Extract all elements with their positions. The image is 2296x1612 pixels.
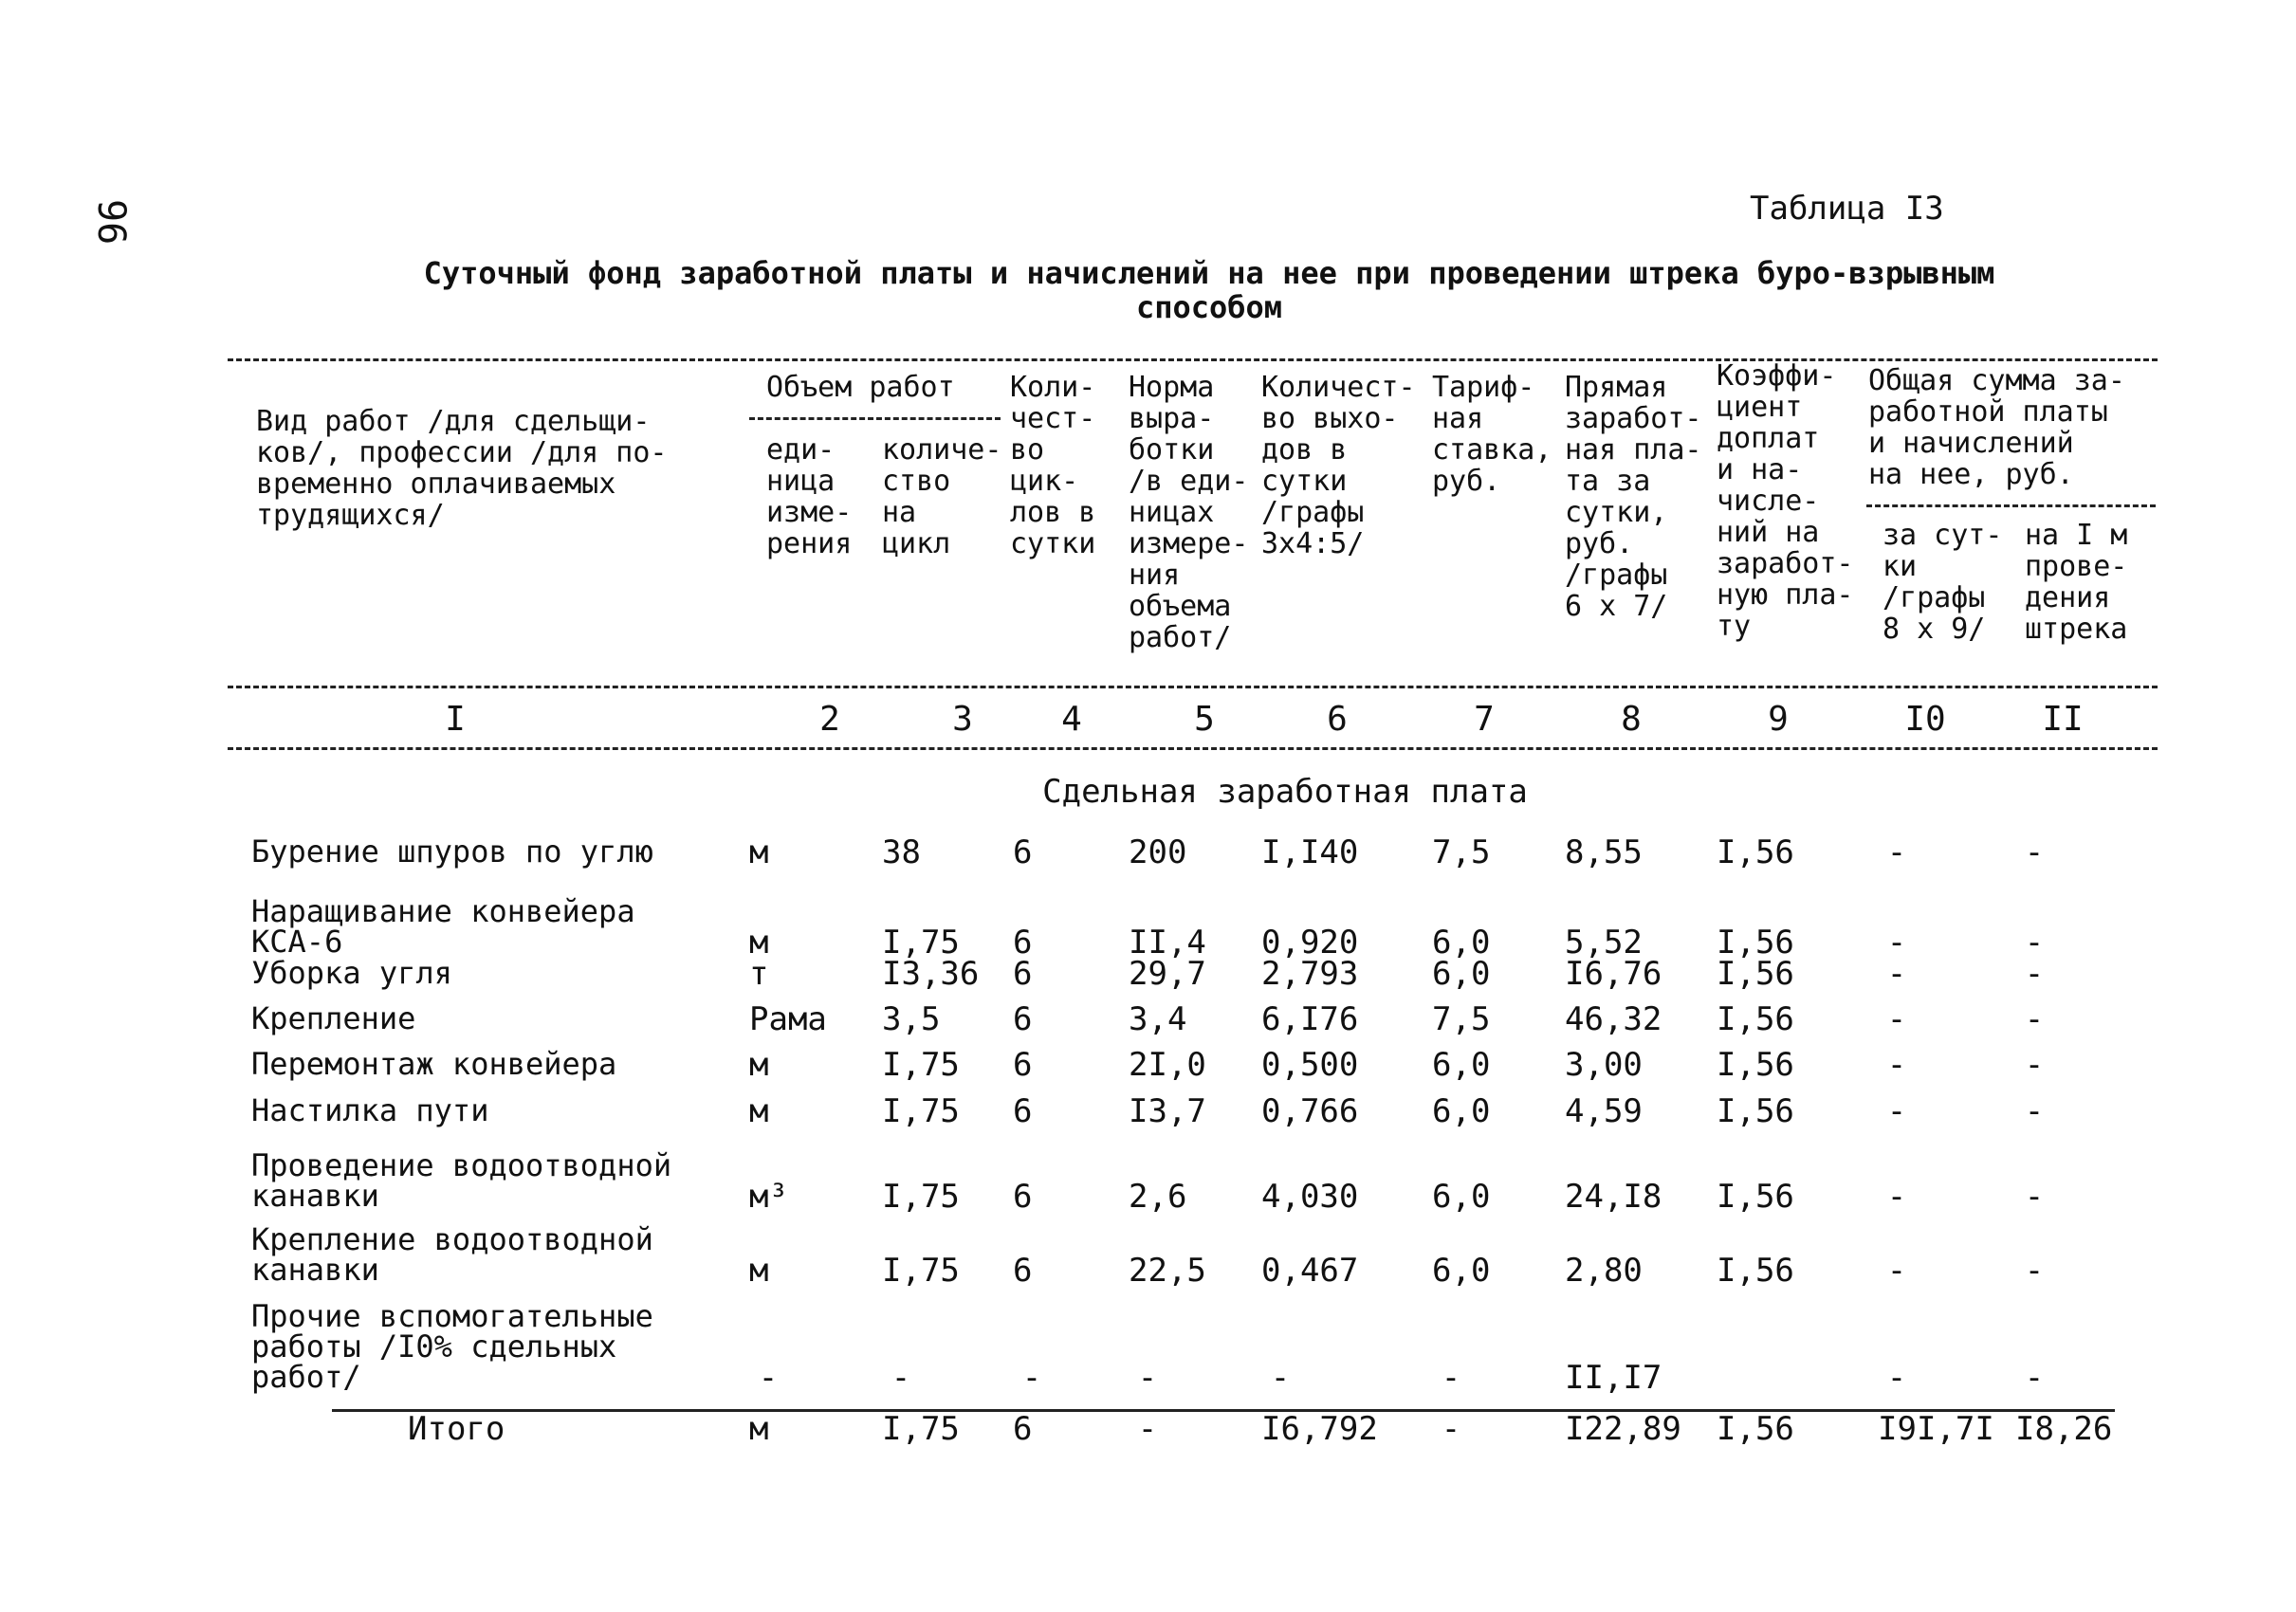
- header-col-work-type: Вид работ /для сдельщи- ков/, профессии /для по- временно оплачиваемых трудящихся/: [256, 405, 668, 532]
- cell-pay: I22,89: [1565, 1410, 1681, 1448]
- row-name: Уборка угля: [251, 955, 452, 991]
- cell-shifts: 4,030: [1261, 1178, 1359, 1216]
- cell-coef: I,56: [1717, 955, 1794, 993]
- cell-unit: -: [758, 1359, 779, 1397]
- cell-coef: I,56: [1717, 833, 1794, 871]
- cell-unit: м³: [749, 1178, 788, 1216]
- cell-shifts: 0,467: [1261, 1252, 1359, 1290]
- cell-norm: 22,5: [1129, 1252, 1206, 1290]
- cell-cycles: 6: [1013, 1410, 1033, 1448]
- cell-unit: Рама: [749, 1000, 827, 1038]
- header-bottom-rule: [228, 686, 2158, 688]
- cell-norm: 2I,0: [1129, 1046, 1206, 1084]
- page-number: 96: [89, 199, 133, 246]
- cell-meter: -: [2024, 1178, 2045, 1216]
- cell-pay: 5,52: [1565, 924, 1643, 962]
- column-number: 6: [1327, 700, 1348, 739]
- column-number: 7: [1474, 700, 1495, 739]
- cell-meter: -: [2024, 1046, 2045, 1084]
- column-number: I: [445, 700, 466, 739]
- cell-coef: I,56: [1717, 1046, 1794, 1084]
- cell-meter: -: [2024, 955, 2045, 993]
- cell-meter: I8,26: [2015, 1410, 2113, 1448]
- row-name: Прочие вспомогательные работы /I0% сдельных работ/: [251, 1298, 653, 1395]
- cell-cycles: 6: [1013, 1092, 1033, 1130]
- cell-cycles: 6: [1013, 1046, 1033, 1084]
- cell-unit: м: [749, 1092, 769, 1130]
- cell-coef: I,56: [1717, 1092, 1794, 1130]
- cell-day: -: [1886, 833, 1907, 871]
- cell-pay: 24,I8: [1565, 1178, 1662, 1216]
- cell-day: -: [1886, 1000, 1907, 1038]
- column-numbers-rule: [228, 747, 2158, 750]
- cell-unit: м: [749, 833, 769, 871]
- cell-cycles: 6: [1013, 924, 1033, 962]
- row-name: Перемонтаж конвейера: [251, 1046, 617, 1082]
- cell-day: -: [1886, 1178, 1907, 1216]
- cell-unit: м: [749, 924, 769, 962]
- cell-qty: I,75: [882, 1178, 960, 1216]
- cell-norm: 3,4: [1129, 1000, 1187, 1038]
- column-number: 3: [952, 700, 973, 739]
- cell-pay: 46,32: [1565, 1000, 1662, 1038]
- cell-pay: 3,00: [1565, 1046, 1643, 1084]
- cell-qty: -: [891, 1359, 911, 1397]
- cell-coef: I,56: [1717, 1000, 1794, 1038]
- cell-pay: 2,80: [1565, 1252, 1643, 1290]
- cell-qty: I,75: [882, 1046, 960, 1084]
- cell-cycles: 6: [1013, 1178, 1033, 1216]
- header-per-meter: на I м прове- дения штрека: [2025, 519, 2128, 646]
- cell-shifts: 0,920: [1261, 924, 1359, 962]
- cell-unit: м: [749, 1046, 769, 1084]
- header-volume-divider: [749, 417, 1001, 420]
- cell-day: -: [1886, 924, 1907, 962]
- column-number: I0: [1904, 700, 1946, 739]
- cell-qty: I3,36: [882, 955, 980, 993]
- row-name: Проведение водоотводной канавки: [251, 1147, 672, 1214]
- cell-rate: -: [1441, 1410, 1461, 1448]
- cell-unit: м: [749, 1252, 769, 1290]
- cell-day: -: [1886, 1359, 1907, 1397]
- cell-day: I9I,7I: [1878, 1410, 1994, 1448]
- column-number: 8: [1621, 700, 1642, 739]
- cell-cycles: 6: [1013, 1252, 1033, 1290]
- header-rate: Тариф- ная ставка, руб.: [1432, 371, 1552, 498]
- cell-rate: 6,0: [1432, 955, 1491, 993]
- cell-coef: I,56: [1717, 1410, 1794, 1448]
- header-unit: еди- ница изме- рения: [766, 433, 853, 560]
- row-name: Наращивание конвейера КСА-6: [251, 893, 635, 960]
- cell-pay: 4,59: [1565, 1092, 1643, 1130]
- header-per-day: за сут- ки /графы 8 х 9/: [1883, 519, 2003, 646]
- cell-day: -: [1886, 1092, 1907, 1130]
- header-group-volume: Объем работ: [766, 371, 955, 404]
- cell-shifts: 0,766: [1261, 1092, 1359, 1130]
- cell-rate: -: [1441, 1359, 1461, 1397]
- cell-rate: 6,0: [1432, 924, 1491, 962]
- cell-shifts: 0,500: [1261, 1046, 1359, 1084]
- cell-rate: 6,0: [1432, 1178, 1491, 1216]
- cell-shifts: 2,793: [1261, 955, 1359, 993]
- cell-cycles: -: [1021, 1359, 1042, 1397]
- cell-shifts: 6,I76: [1261, 1000, 1359, 1038]
- cell-norm: 29,7: [1129, 955, 1206, 993]
- header-cycles: Коли- чест- во цик- лов в сутки: [1010, 371, 1096, 560]
- cell-rate: 7,5: [1432, 833, 1491, 871]
- header-group-total: Общая сумма за- работной платы и начислений на нее, руб.: [1868, 364, 2125, 491]
- cell-norm: I3,7: [1129, 1092, 1206, 1130]
- cell-shifts: I,I40: [1261, 833, 1359, 871]
- header-shifts: Количест- во выхо- дов в сутки /графы 3х4:5/: [1261, 371, 1416, 560]
- cell-day: -: [1886, 955, 1907, 993]
- cell-day: -: [1886, 1046, 1907, 1084]
- cell-rate: 6,0: [1432, 1252, 1491, 1290]
- cell-qty: I,75: [882, 1410, 960, 1448]
- header-total-divider: [1866, 504, 2156, 507]
- cell-rate: 6,0: [1432, 1092, 1491, 1130]
- cell-coef: I,56: [1717, 924, 1794, 962]
- cell-meter: -: [2024, 1252, 2045, 1290]
- cell-qty: 38: [882, 833, 921, 871]
- cell-meter: -: [2024, 1092, 2045, 1130]
- cell-qty: I,75: [882, 1092, 960, 1130]
- cell-meter: -: [2024, 833, 2045, 871]
- column-number: 9: [1768, 700, 1789, 739]
- cell-norm: -: [1137, 1359, 1158, 1397]
- total-rule: [332, 1409, 2115, 1412]
- total-label: Итого: [408, 1410, 505, 1448]
- table-label: Таблица I3: [1750, 190, 1944, 228]
- row-name: Крепление: [251, 1000, 416, 1036]
- row-name: Бурение шпуров по углю: [251, 833, 653, 870]
- cell-shifts: I6,792: [1261, 1410, 1378, 1448]
- header-qty: количе- ство на цикл: [882, 433, 1002, 560]
- cell-pay: II,I7: [1565, 1359, 1662, 1397]
- cell-meter: -: [2024, 1000, 2045, 1038]
- column-number: 4: [1061, 700, 1082, 739]
- cell-cycles: 6: [1013, 833, 1033, 871]
- cell-coef: I,56: [1717, 1178, 1794, 1216]
- cell-qty: I,75: [882, 924, 960, 962]
- header-direct-pay: Прямая заработ- ная пла- та за сутки, руб. /графы 6 х 7/: [1565, 371, 1702, 623]
- table-top-rule: [228, 358, 2158, 361]
- cell-norm: II,4: [1129, 924, 1206, 962]
- cell-pay: I6,76: [1565, 955, 1662, 993]
- column-number: 5: [1194, 700, 1215, 739]
- cell-norm: 200: [1129, 833, 1187, 871]
- cell-day: -: [1886, 1252, 1907, 1290]
- cell-rate: 6,0: [1432, 1046, 1491, 1084]
- row-name: Настилка пути: [251, 1092, 489, 1128]
- section-title: Сдельная заработная плата: [1042, 773, 1528, 811]
- cell-shifts: -: [1270, 1359, 1291, 1397]
- cell-qty: I,75: [882, 1252, 960, 1290]
- table-title: Суточный фонд заработной платы и начислений на нее при проведении штрека буро-взрывным способом: [423, 255, 1995, 325]
- cell-norm: 2,6: [1129, 1178, 1187, 1216]
- header-norm: Норма выра- ботки /в еди- ницах измере- ния объема работ/: [1129, 371, 1249, 654]
- cell-qty: 3,5: [882, 1000, 941, 1038]
- cell-norm: -: [1137, 1410, 1158, 1448]
- cell-cycles: 6: [1013, 955, 1033, 993]
- cell-pay: 8,55: [1565, 833, 1643, 871]
- cell-meter: -: [2024, 924, 2045, 962]
- cell-rate: 7,5: [1432, 1000, 1491, 1038]
- column-number: 2: [819, 700, 840, 739]
- cell-unit: т: [749, 955, 769, 993]
- cell-meter: -: [2024, 1359, 2045, 1397]
- header-coef: Коэффи- циент доплат и на- числе- ний на заработ- ную пла- ту: [1717, 359, 1854, 643]
- column-number: II: [2042, 700, 2084, 739]
- row-name: Крепление водоотводной канавки: [251, 1221, 653, 1288]
- cell-cycles: 6: [1013, 1000, 1033, 1038]
- cell-coef: I,56: [1717, 1252, 1794, 1290]
- cell-unit: м: [749, 1410, 769, 1448]
